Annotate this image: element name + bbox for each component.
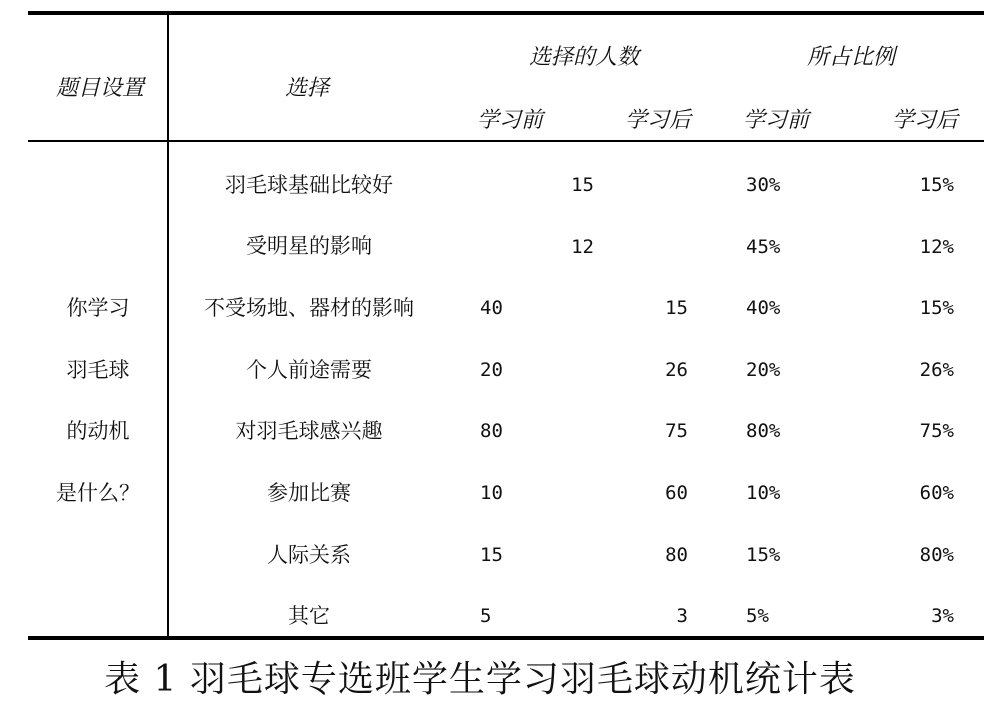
table-row-ratio-after: 80% <box>919 544 954 566</box>
table-row-ratio-before: 5% <box>746 605 769 627</box>
table-row-choice: 人际关系 <box>267 543 351 567</box>
table-row-count-after: 3 <box>676 605 688 627</box>
table-row-ratio-after: 12% <box>919 236 954 258</box>
table-caption: 表 1 羽毛球专选班学生学习羽毛球动机统计表 <box>104 659 856 700</box>
table-row-choice: 不受场地、器材的影响 <box>204 296 414 320</box>
table-row-count-after: 12 <box>571 236 594 258</box>
table-row-ratio-after: 60% <box>919 482 954 504</box>
header-count-before: 学习前 <box>476 108 544 133</box>
table-row-ratio-before: 30% <box>746 174 781 196</box>
table-row-count-after: 60 <box>665 482 688 504</box>
question-line-3: 的动机 <box>66 419 130 443</box>
header-count-group: 选择的人数 <box>528 45 640 70</box>
table-row-choice: 受明星的影响 <box>246 234 372 258</box>
header-ratio-after: 学习后 <box>891 108 959 133</box>
table-row-count-after: 26 <box>665 359 688 381</box>
header-count-after: 学习后 <box>624 108 692 133</box>
table-row-ratio-after: 15% <box>919 297 954 319</box>
table-row-ratio-before: 80% <box>746 420 781 442</box>
table-row-ratio-after: 15% <box>919 174 954 196</box>
table-row-choice: 对羽毛球感兴趣 <box>235 419 383 443</box>
table-row-count-before: 15 <box>480 544 503 566</box>
table-row-count-after: 80 <box>665 544 688 566</box>
table-row-ratio-before: 20% <box>746 359 781 381</box>
table-row-ratio-after: 26% <box>919 359 954 381</box>
table-row-ratio-before: 45% <box>746 236 781 258</box>
table-row-count-after: 15 <box>665 297 688 319</box>
table-row-count-before: 40 <box>480 297 503 319</box>
table-bottom-rule <box>28 636 984 640</box>
table-row-ratio-before: 40% <box>746 297 781 319</box>
table-row-ratio-before: 15% <box>746 544 781 566</box>
table-row-count-before: 10 <box>480 482 503 504</box>
header-ratio-before: 学习前 <box>742 108 810 133</box>
table-row-ratio-after: 3% <box>931 605 954 627</box>
header-choice: 选择 <box>284 76 330 101</box>
table-row-choice: 其它 <box>288 604 330 628</box>
table-row-count-before: 5 <box>480 605 492 627</box>
question-line-1: 你学习 <box>66 296 130 320</box>
table-row-choice: 个人前途需要 <box>246 358 372 382</box>
question-line-2: 羽毛球 <box>66 358 130 382</box>
table-top-rule <box>28 11 984 15</box>
table-row-count-before: 20 <box>480 359 503 381</box>
table-row-ratio-after: 75% <box>919 420 954 442</box>
header-ratio-group: 所占比例 <box>806 45 896 70</box>
table-row-ratio-before: 10% <box>746 482 781 504</box>
table-row-choice: 羽毛球基础比较好 <box>225 173 393 197</box>
header-topic: 题目设置 <box>55 76 145 101</box>
header-bottom-rule <box>28 140 984 142</box>
table-row-count-after: 75 <box>665 420 688 442</box>
table-row-count-before: 80 <box>480 420 503 442</box>
column-divider <box>167 15 169 636</box>
question-line-4: 是什么？ <box>56 481 140 505</box>
table-row-choice: 参加比赛 <box>267 481 351 505</box>
table-row-count-after: 15 <box>571 174 594 196</box>
